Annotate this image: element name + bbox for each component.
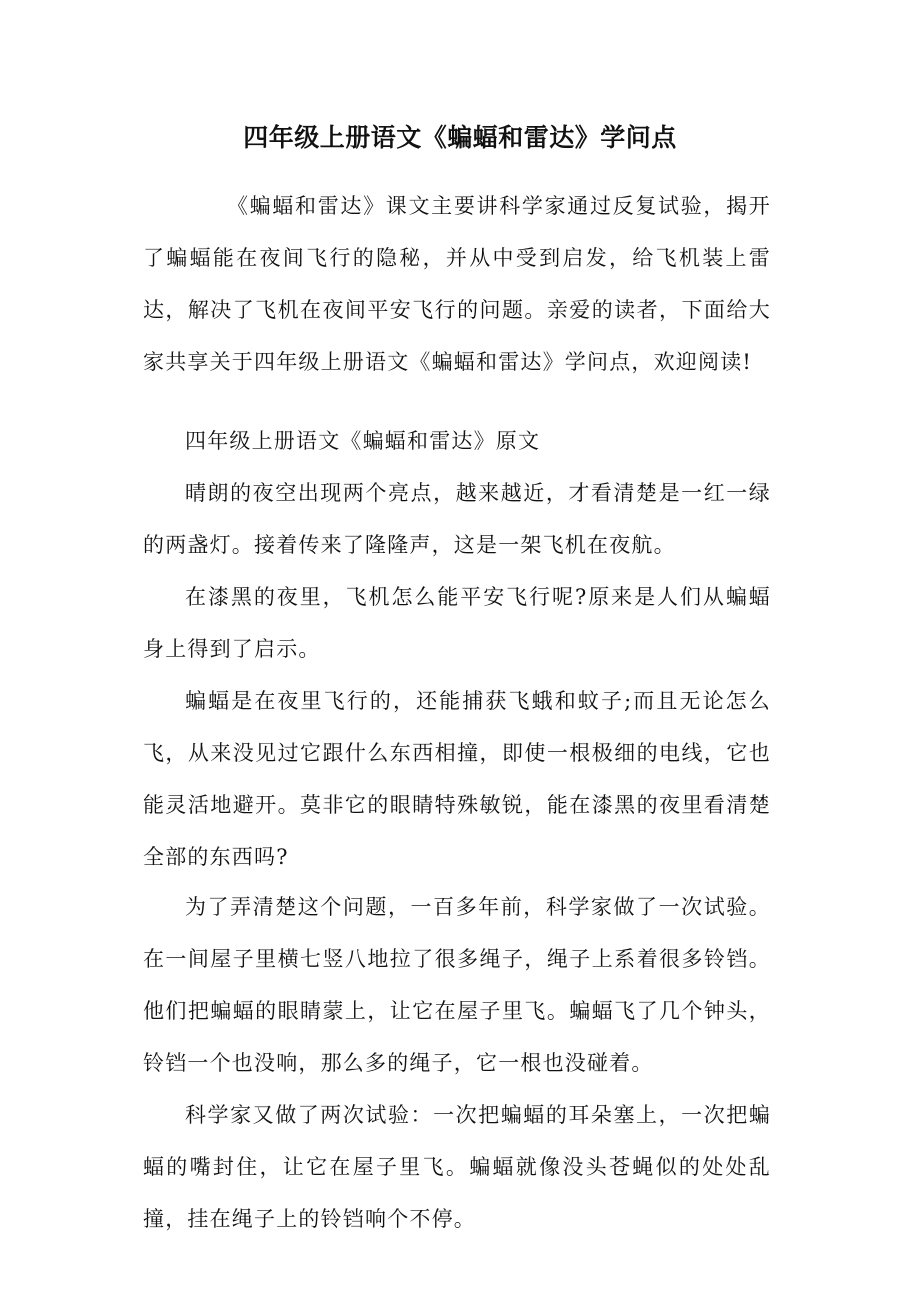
document-title: 四年级上册语文《蝙蝠和雷达》学问点 xyxy=(243,123,677,152)
intro-paragraph: 《蝙蝠和雷达》课文主要讲科学家通过反复试验，揭开了蝙蝠能在夜间飞行的隐秘，并从中受到启发，给飞机装上雷达，解决了飞机在夜间平安飞行的问题。亲爱的读者，下面给大家共享关于四年级上册语文《蝙蝠和雷达》学问点，欢迎阅读! xyxy=(143,194,771,374)
body-paragraph-5: 科学家又做了两次试验：一次把蝙蝠的耳朵塞上，一次把蝙蝠的嘴封住，让它在屋子里飞。蝙蝠就像没头苍蝇似的处处乱撞，挂在绳子上的铃铛响个不停。 xyxy=(143,1103,771,1231)
section-heading-original-text: 四年级上册语文《蝙蝠和雷达》原文 xyxy=(185,429,541,453)
body-paragraph-1: 晴朗的夜空出现两个亮点，越来越近，才看清楚是一红一绿的两盏灯。接着传来了隆隆声，这是一架飞机在夜航。 xyxy=(143,481,771,557)
body-paragraph-4: 为了弄清楚这个问题，一百多年前，科学家做了一次试验。在一间屋子里横七竖八地拉了很多绳子，绳子上系着很多铃铛。他们把蝙蝠的眼睛蒙上，让它在屋子里飞。蝙蝠飞了几个钟头，铃铛一个也没响，那么多的绳子，它一根也没碰着。 xyxy=(143,895,771,1075)
body-paragraph-3: 蝙蝠是在夜里飞行的，还能捕获飞蛾和蚊子;而且无论怎么飞，从来没见过它跟什么东西相撞，即使一根极细的电线，它也能灵活地避开。莫非它的眼睛特殊敏锐，能在漆黑的夜里看清楚全部的东西吗? xyxy=(143,689,771,869)
body-paragraph-2: 在漆黑的夜里，飞机怎么能平安飞行呢?原来是人们从蝙蝠身上得到了启示。 xyxy=(143,585,771,661)
